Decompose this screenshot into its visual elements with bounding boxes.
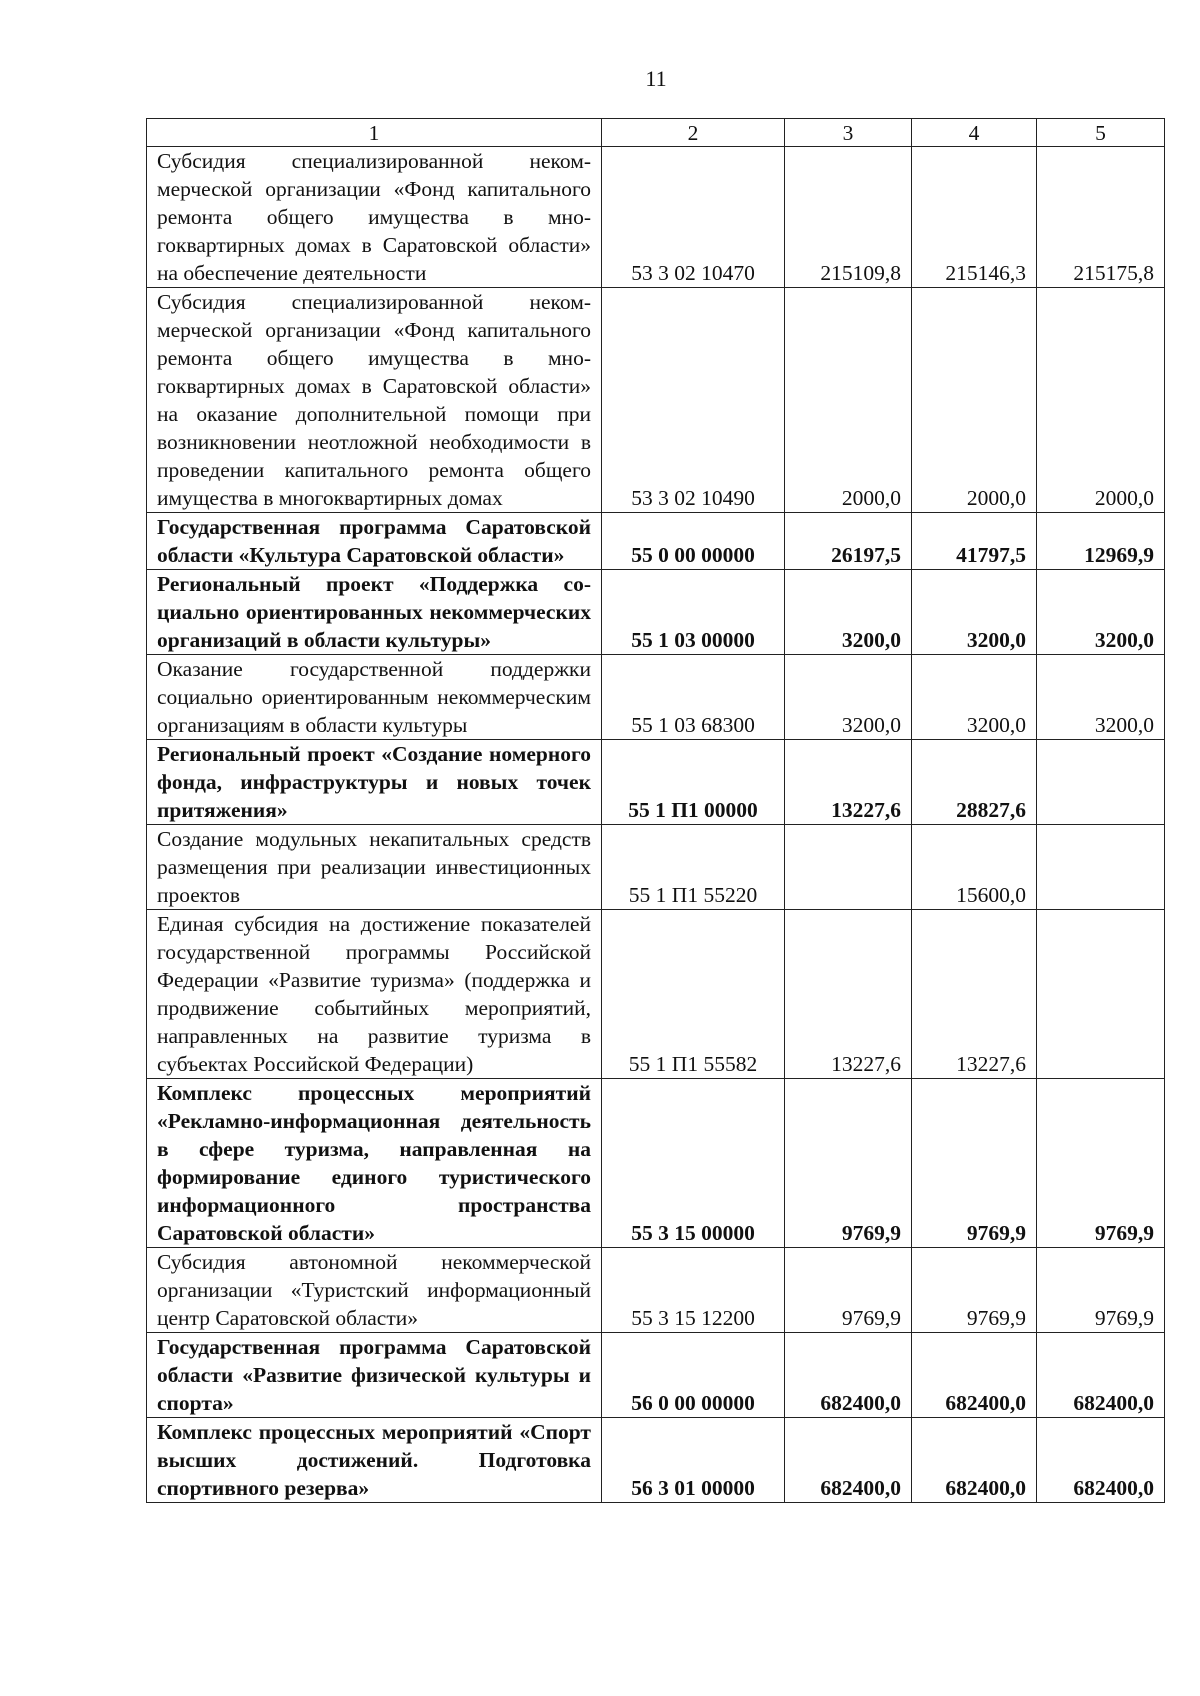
header-cell-3: 3 — [785, 119, 912, 147]
row-value-col4: 28827,6 — [912, 740, 1037, 825]
row-name-cell: Единая субсидия на достижение показателей государственной программы Российской Федерации «Развитие туризма» (поддержка и продвижение событийных мероприятий, направленных на развитие туризма в субъектах Российской Федерации) — [147, 910, 602, 1079]
table-row — [147, 570, 1165, 655]
row-name-cell: Субсидия автономной некоммерческой организации «Туристский информационный центр Саратовской области» — [147, 1248, 602, 1333]
row-code-cell: 53 3 02 10490 — [602, 288, 785, 513]
row-value-col5: 3200,0 — [1037, 570, 1165, 655]
header-cell-2: 2 — [602, 119, 785, 147]
row-name-cell: Комплекс процессных мероприятий «Рекламно-информационная деятельность в сфере туризма, направленная на формирование единого туристического информационного пространства Саратовской области» — [147, 1079, 602, 1248]
row-value-col5: 9769,9 — [1037, 1079, 1165, 1248]
row-code-cell: 55 1 03 00000 — [602, 570, 785, 655]
row-name-cell: Субсидия специализированной некоммерческой организации «Фонд капитального ремонта общего имущества в многоквартирных домах в Саратовской области» на обеспечение деятельности — [147, 147, 602, 288]
table-body — [147, 147, 1165, 1503]
row-name-cell: Субсидия специализированной некоммерческой организации «Фонд капитального ремонта общего имущества в многоквартирных домах в Саратовской области» на оказание дополнительной помощи при возникновении неотложной необходимости в проведении капитального ремонта общего имущества в многоквартирных домах — [147, 288, 602, 513]
row-code-cell: 53 3 02 10470 — [602, 147, 785, 288]
row-value-col5: 682400,0 — [1037, 1418, 1165, 1503]
row-value-col4: 9769,9 — [912, 1248, 1037, 1333]
row-value-col3: 13227,6 — [785, 740, 912, 825]
row-name-cell: Оказание государственной поддержки социально ориентированным некоммерческим организациям в области культуры — [147, 655, 602, 740]
table-row — [147, 825, 1165, 910]
row-value-col3: 3200,0 — [785, 655, 912, 740]
table-row — [147, 513, 1165, 570]
row-value-col4: 13227,6 — [912, 910, 1037, 1079]
row-code-cell: 56 0 00 00000 — [602, 1333, 785, 1418]
row-value-col5 — [1037, 910, 1165, 1079]
row-value-col5: 3200,0 — [1037, 655, 1165, 740]
page-number: 11 — [645, 66, 667, 91]
row-value-col5: 215175,8 — [1037, 147, 1165, 288]
table-row — [147, 1079, 1165, 1248]
row-value-col4: 41797,5 — [912, 513, 1037, 570]
row-value-col5: 9769,9 — [1037, 1248, 1165, 1333]
row-code-cell: 55 1 П1 55220 — [602, 825, 785, 910]
table-row — [147, 740, 1165, 825]
row-value-col5 — [1037, 825, 1165, 910]
header-row — [147, 119, 1165, 147]
row-code-cell: 55 3 15 12200 — [602, 1248, 785, 1333]
row-name-cell: Региональный проект «Создание номерного фонда, инфраструктуры и новых точек притяжения» — [147, 740, 602, 825]
row-value-col4: 2000,0 — [912, 288, 1037, 513]
row-value-col4: 3200,0 — [912, 655, 1037, 740]
table-row — [147, 1248, 1165, 1333]
row-value-col3: 2000,0 — [785, 288, 912, 513]
row-name-cell: Государственная программа Саратовской области «Культура Саратовской области» — [147, 513, 602, 570]
row-code-cell: 55 3 15 00000 — [602, 1079, 785, 1248]
row-code-cell: 55 0 00 00000 — [602, 513, 785, 570]
table-row — [147, 655, 1165, 740]
row-value-col4: 682400,0 — [912, 1418, 1037, 1503]
row-value-col3: 26197,5 — [785, 513, 912, 570]
row-value-col4: 215146,3 — [912, 147, 1037, 288]
row-code-cell: 55 1 П1 55582 — [602, 910, 785, 1079]
table-row — [147, 1333, 1165, 1418]
row-value-col5: 2000,0 — [1037, 288, 1165, 513]
row-name-cell: Региональный проект «Поддержка социально ориентированных некоммерческих организаций в области культуры» — [147, 570, 602, 655]
row-value-col4: 3200,0 — [912, 570, 1037, 655]
row-code-cell: 55 1 03 68300 — [602, 655, 785, 740]
row-value-col3: 682400,0 — [785, 1333, 912, 1418]
header-cell-5: 5 — [1037, 119, 1165, 147]
row-code-cell: 55 1 П1 00000 — [602, 740, 785, 825]
row-name-cell: Создание модульных некапитальных средств размещения при реализации инвестиционных проектов — [147, 825, 602, 910]
row-value-col5: 12969,9 — [1037, 513, 1165, 570]
row-value-col4: 682400,0 — [912, 1333, 1037, 1418]
row-value-col5: 682400,0 — [1037, 1333, 1165, 1418]
row-name-cell: Комплекс процессных мероприятий «Спорт высших достижений. Подготовка спортивного резерва» — [147, 1418, 602, 1503]
row-value-col3 — [785, 825, 912, 910]
row-name-cell: Государственная программа Саратовской области «Развитие физической культуры и спорта» — [147, 1333, 602, 1418]
row-value-col3: 9769,9 — [785, 1079, 912, 1248]
table-row — [147, 288, 1165, 513]
row-value-col4: 9769,9 — [912, 1079, 1037, 1248]
row-code-cell: 56 3 01 00000 — [602, 1418, 785, 1503]
budget-table — [146, 118, 1165, 1503]
table-row — [147, 910, 1165, 1079]
row-value-col3: 682400,0 — [785, 1418, 912, 1503]
row-value-col3: 9769,9 — [785, 1248, 912, 1333]
table-row — [147, 1418, 1165, 1503]
row-value-col4: 15600,0 — [912, 825, 1037, 910]
row-value-col5 — [1037, 740, 1165, 825]
row-value-col3: 215109,8 — [785, 147, 912, 288]
row-value-col3: 3200,0 — [785, 570, 912, 655]
table-row — [147, 147, 1165, 288]
row-value-col3: 13227,6 — [785, 910, 912, 1079]
header-cell-1: 1 — [147, 119, 602, 147]
header-cell-4: 4 — [912, 119, 1037, 147]
